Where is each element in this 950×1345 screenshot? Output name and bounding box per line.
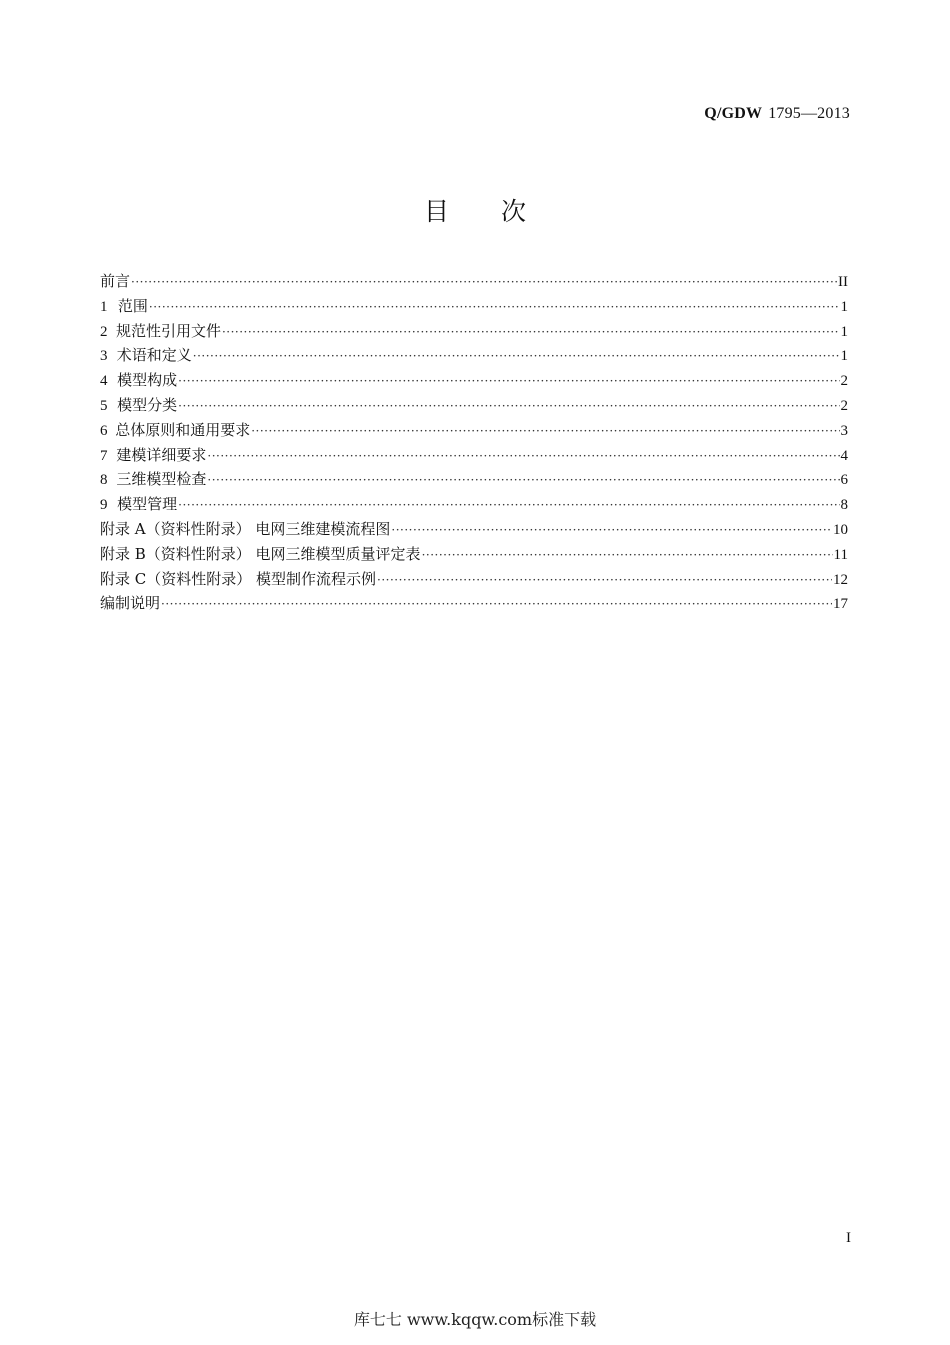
toc-leader-dots bbox=[178, 498, 839, 512]
toc-entry-2[interactable] bbox=[100, 320, 848, 345]
page-title: 目次 bbox=[423, 197, 578, 226]
toc-entry-label: 模型分类 bbox=[117, 395, 178, 414]
toc-entry-number: 5 bbox=[100, 397, 108, 414]
page-number: I bbox=[846, 1230, 851, 1246]
toc-entry-page: 4 bbox=[840, 447, 848, 464]
toc-entry-label: 建模详细要求 bbox=[116, 445, 207, 464]
toc-entry-label: 术语和定义 bbox=[116, 346, 192, 365]
toc-entry-number: 3 bbox=[100, 348, 108, 365]
standard-code bbox=[704, 104, 850, 123]
toc-entry-page: 1 bbox=[840, 298, 848, 315]
toc-entry-appendix-b[interactable] bbox=[100, 543, 848, 568]
toc-entry-label: 附录 B（资料性附录） 电网三维模型质量评定表 bbox=[100, 544, 421, 563]
toc-entry-label: 总体原则和通用要求 bbox=[115, 420, 251, 439]
toc-entry-number: 6 bbox=[100, 422, 108, 439]
toc-entry-foreword[interactable] bbox=[100, 270, 848, 295]
toc-leader-dots bbox=[422, 548, 833, 562]
toc-entry-page: 12 bbox=[833, 571, 848, 588]
toc-leader-dots bbox=[251, 424, 839, 438]
toc-entry-page: 17 bbox=[833, 596, 848, 613]
toc-entry-7[interactable] bbox=[100, 444, 848, 469]
toc-entry-label: 前言 bbox=[100, 272, 131, 290]
toc-entry-number: 1 bbox=[100, 298, 108, 315]
toc-leader-dots bbox=[391, 523, 832, 537]
toc-entry-8[interactable] bbox=[100, 468, 848, 493]
standard-prefix: Q/GDW bbox=[704, 105, 763, 122]
toc-entry-label: 范围 bbox=[117, 296, 148, 315]
toc-entry-appendix-a[interactable] bbox=[100, 518, 848, 543]
toc-entry-9[interactable] bbox=[100, 493, 848, 518]
toc-entry-3[interactable] bbox=[100, 344, 848, 369]
toc-entry-page: 2 bbox=[840, 373, 848, 390]
toc-entry-label: 三维模型检查 bbox=[116, 470, 207, 489]
toc-entry-number: 2 bbox=[100, 323, 108, 340]
toc-entry-label: 模型管理 bbox=[117, 495, 178, 514]
toc-leader-dots bbox=[178, 399, 839, 413]
toc-entry-page: 11 bbox=[833, 546, 848, 563]
toc-entry-page: 2 bbox=[840, 397, 848, 414]
toc-entry-4[interactable] bbox=[100, 369, 848, 394]
toc-entry-label: 编制说明 bbox=[100, 594, 161, 613]
toc-entry-page: II bbox=[838, 274, 848, 290]
toc-entry-page: 8 bbox=[840, 497, 848, 514]
toc-entry-number: 8 bbox=[100, 472, 108, 489]
toc-entry-number: 9 bbox=[100, 497, 108, 514]
toc-leader-dots bbox=[131, 275, 837, 289]
toc-entry-page: 1 bbox=[840, 323, 848, 340]
toc-entry-6[interactable] bbox=[100, 419, 848, 444]
toc-entry-page: 1 bbox=[840, 348, 848, 365]
toc-entry-number: 4 bbox=[100, 373, 108, 390]
toc-entry-page: 10 bbox=[833, 521, 848, 538]
toc-leader-dots bbox=[161, 597, 832, 611]
toc-leader-dots bbox=[207, 449, 839, 463]
toc-entry-1[interactable] bbox=[100, 295, 848, 320]
toc-entry-compilation-notes[interactable] bbox=[100, 592, 848, 617]
footer-watermark: 库七七 www.kqqw.com标准下载 bbox=[353, 1310, 597, 1329]
toc-entry-number: 7 bbox=[100, 447, 108, 464]
toc-entry-page: 6 bbox=[840, 472, 848, 489]
toc-entry-appendix-c[interactable] bbox=[100, 568, 848, 593]
toc-leader-dots bbox=[207, 473, 839, 487]
toc-entry-label: 规范性引用文件 bbox=[115, 321, 221, 340]
toc-entry-label: 附录 C（资料性附录） 模型制作流程示例 bbox=[100, 569, 377, 588]
toc-leader-dots bbox=[377, 573, 832, 587]
table-of-contents bbox=[100, 270, 848, 617]
toc-entry-page: 3 bbox=[840, 422, 848, 439]
toc-leader-dots bbox=[178, 374, 839, 388]
toc-leader-dots bbox=[193, 349, 840, 363]
toc-leader-dots bbox=[222, 325, 840, 339]
toc-entry-label: 附录 A（资料性附录） 电网三维建模流程图 bbox=[100, 519, 391, 538]
standard-number: 1795—2013 bbox=[768, 105, 850, 122]
toc-entry-5[interactable] bbox=[100, 394, 848, 419]
toc-entry-label: 模型构成 bbox=[117, 371, 178, 390]
toc-leader-dots bbox=[149, 300, 840, 314]
